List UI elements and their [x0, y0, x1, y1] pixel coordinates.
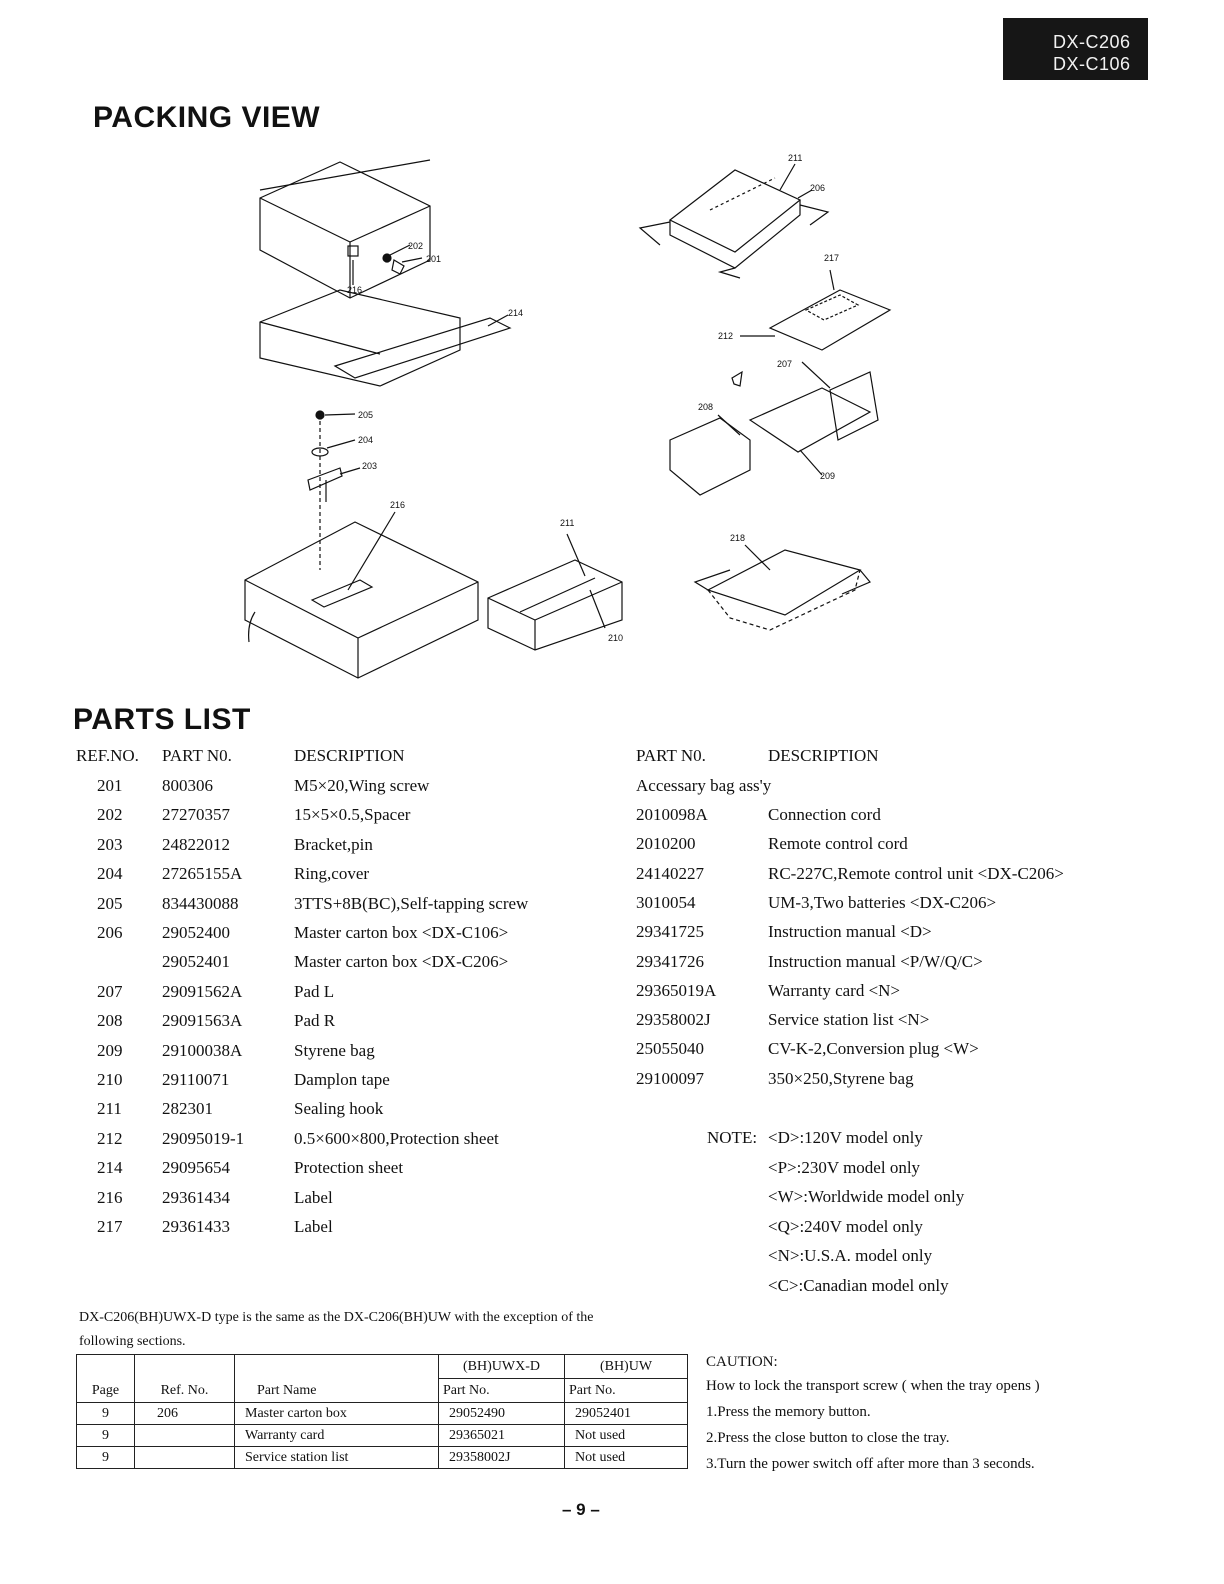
- description: Ring,cover: [294, 864, 370, 884]
- row-name: Service station list: [235, 1447, 439, 1469]
- description: 350×250,Styrene bag: [768, 1068, 914, 1088]
- leader-208: [718, 415, 740, 435]
- row-name: Warranty card: [235, 1425, 439, 1447]
- leader-214: [488, 315, 508, 326]
- page-number: – 9 –: [562, 1500, 600, 1519]
- flap-right: [800, 205, 828, 225]
- accessory-box-top: [670, 170, 800, 252]
- part-no: 29341725: [636, 922, 704, 942]
- part-no: 29358002J: [636, 1010, 711, 1030]
- col-page: Page: [77, 1355, 135, 1403]
- description: RC-227C,Remote control unit <DX-C206>: [768, 863, 1064, 883]
- note-item: <C>:Canadian model only: [768, 1275, 949, 1295]
- note-item: <P>:230V model only: [768, 1157, 921, 1177]
- part-no: 25055040: [636, 1039, 704, 1059]
- callout-212: 212: [718, 331, 734, 341]
- note-item: <W>:Worldwide model only: [768, 1187, 965, 1206]
- callout-201: 201: [426, 254, 442, 264]
- header-part: PART N0.: [162, 746, 232, 765]
- part-no: 29100097: [636, 1068, 704, 1088]
- damplon-tape-210: [520, 578, 595, 612]
- spacer-202: [383, 254, 391, 262]
- description: Service station list <N>: [768, 1010, 930, 1030]
- callout-205: 205: [358, 410, 374, 420]
- description: Sealing hook: [294, 1099, 384, 1119]
- callout-202: 202: [408, 241, 424, 251]
- caution-step-2: 2.Press the close button to close the tray.: [706, 1430, 950, 1446]
- row-part-uw: Not used: [565, 1425, 688, 1447]
- exception-text-2: following sections.: [79, 1334, 186, 1349]
- row-part-uw: Not used: [565, 1447, 688, 1469]
- description: Remote control cord: [768, 834, 908, 854]
- exception-table-header-1: [77, 1355, 688, 1379]
- label-216-carton: [312, 580, 372, 607]
- ref-no: 202: [97, 805, 123, 825]
- label-217: [806, 295, 858, 320]
- exception-table: [76, 1354, 688, 1469]
- description: UM-3,Two batteries <DX-C206>: [768, 892, 997, 912]
- screw-205: [316, 411, 324, 419]
- tape-line: [710, 178, 775, 210]
- part-no: 800306: [162, 776, 213, 795]
- exception-row: [77, 1447, 688, 1469]
- header-right-desc: DESCRIPTION: [768, 746, 879, 765]
- ref-no: 217: [97, 1217, 123, 1236]
- leader-201: [402, 258, 422, 262]
- part-no: 3010054: [636, 892, 696, 912]
- model-name-1: DX-C206: [1053, 32, 1131, 52]
- part-no: 29110071: [162, 1070, 230, 1089]
- part-no: 27270357: [162, 805, 230, 825]
- description: 15×5×0.5,Spacer: [294, 805, 411, 825]
- ref-no: 212: [97, 1128, 123, 1148]
- description: Master carton box <DX-C106>: [294, 923, 509, 942]
- note-item: <Q>:240V model only: [768, 1216, 923, 1236]
- unit-top-body: [260, 162, 430, 298]
- row-part-uwx: 29365021: [439, 1425, 565, 1447]
- unit-middle-edge: [260, 322, 380, 354]
- carton-edge: [245, 580, 478, 638]
- leader-205: [325, 414, 355, 415]
- ref-no: 214: [97, 1158, 123, 1178]
- description: Master carton box <DX-C206>: [294, 952, 509, 972]
- row-page: 9: [77, 1425, 135, 1447]
- description: Label: [294, 1217, 333, 1236]
- col-ref: Ref. No.: [135, 1355, 235, 1403]
- exception-row: [77, 1425, 688, 1447]
- note-label: NOTE:: [707, 1128, 758, 1147]
- ref-no: 211: [97, 1099, 122, 1119]
- description: Pad R: [294, 1011, 336, 1031]
- callout-209: 209: [820, 471, 836, 481]
- part-no: 29361434: [162, 1187, 230, 1207]
- pad-r-208: [670, 418, 750, 495]
- part-no: 834430088: [162, 893, 239, 913]
- row-page: 9: [77, 1403, 135, 1425]
- callout-208: 208: [698, 402, 714, 412]
- model-badge: [1003, 18, 1148, 80]
- part-no: 29052400: [162, 923, 230, 942]
- description: Label: [294, 1187, 333, 1207]
- open-box-218: [708, 550, 860, 615]
- note-item: <N>:U.S.A. model only: [768, 1246, 933, 1265]
- accessory-bag-label: Accessary bag ass'y: [636, 776, 772, 795]
- part-no: 29100038A: [162, 1040, 243, 1060]
- accessory-box-side: [670, 200, 800, 268]
- callout-206: 206: [810, 183, 826, 193]
- row-name: Master carton box: [235, 1403, 439, 1425]
- small-box-edge: [488, 582, 622, 620]
- description: Pad L: [294, 981, 335, 1001]
- sub-partno-2: Part No.: [565, 1379, 688, 1403]
- header-desc: DESCRIPTION: [294, 746, 405, 765]
- description: 0.5×600×800,Protection sheet: [294, 1128, 499, 1148]
- leader-210: [590, 590, 605, 628]
- callout-217: 217: [824, 253, 840, 263]
- sub-partno-1: Part No.: [439, 1379, 565, 1403]
- styrene-bag-209: [750, 388, 870, 452]
- ref-no: 204: [97, 864, 123, 884]
- callout-204: 204: [358, 435, 374, 445]
- callout-216b: 216: [390, 500, 406, 510]
- leader-218: [745, 545, 770, 570]
- flap-bottom: [720, 268, 740, 278]
- part-no: 29361433: [162, 1217, 230, 1236]
- part-no: 29091562A: [162, 981, 243, 1001]
- open-box-dashed: [708, 570, 860, 630]
- ref-no: 203: [97, 834, 123, 854]
- packing-view-title: PACKING VIEW: [93, 101, 321, 134]
- part-no: 29365019A: [636, 980, 717, 1000]
- ref-no: 207: [97, 981, 123, 1001]
- description: Connection cord: [768, 805, 881, 824]
- col-part-name: Part Name: [235, 1355, 439, 1403]
- ref-no: 206: [97, 923, 123, 942]
- strap: [249, 612, 255, 642]
- leader-209: [800, 450, 822, 475]
- leader-211b: [567, 534, 585, 576]
- caution-intro: How to lock the transport screw ( when the tray opens ): [706, 1378, 1040, 1394]
- group-uwx: (BH)UWX-D: [439, 1355, 565, 1379]
- description: Instruction manual <P/W/Q/C>: [768, 951, 983, 971]
- ref-no: 208: [97, 1011, 123, 1031]
- leader-202: [390, 245, 410, 255]
- callout-207: 207: [777, 359, 793, 369]
- header-right-part: PART N0.: [636, 746, 706, 765]
- description: Warranty card <N>: [768, 980, 901, 1000]
- row-ref: 206: [135, 1403, 235, 1425]
- group-uw: (BH)UW: [565, 1355, 688, 1379]
- row-ref: [135, 1425, 235, 1447]
- description: M5×20,Wing screw: [294, 776, 430, 795]
- description: Instruction manual <D>: [768, 922, 932, 942]
- description: Protection sheet: [294, 1158, 404, 1178]
- description: 3TTS+8B(BC),Self-tapping screw: [294, 893, 529, 913]
- row-part-uwx: 29358002J: [439, 1447, 565, 1469]
- header-ref: REF.NO.: [76, 746, 139, 765]
- parts-list-title: PARTS LIST: [73, 703, 251, 736]
- leader-207: [802, 362, 830, 388]
- part-no: 29091563A: [162, 1011, 243, 1031]
- description: Bracket,pin: [294, 834, 373, 854]
- callout-211a: 211: [788, 153, 803, 163]
- master-carton: [245, 522, 478, 678]
- row-part-uwx: 29052490: [439, 1403, 565, 1425]
- flap-left: [640, 222, 670, 245]
- ref-no: 209: [97, 1040, 123, 1060]
- note-item: <D>:120V model only: [768, 1128, 923, 1147]
- ref-no: 210: [97, 1070, 123, 1089]
- caution-step-1: 1.Press the memory button.: [706, 1404, 871, 1420]
- row-ref: [135, 1447, 235, 1469]
- packing-view-illustration: [230, 150, 910, 690]
- description: Damplon tape: [294, 1070, 390, 1089]
- description: Styrene bag: [294, 1040, 375, 1060]
- exception-row: [77, 1403, 688, 1425]
- part-no: 2010200: [636, 834, 696, 854]
- tray-214: [335, 318, 510, 378]
- caution-title: CAUTION:: [706, 1354, 778, 1370]
- part-no: 282301: [162, 1099, 213, 1119]
- open-flap-right: [842, 570, 870, 594]
- part-no: 29095019-1: [162, 1128, 245, 1148]
- description: CV-K-2,Conversion plug <W>: [768, 1039, 979, 1059]
- row-part-uw: 29052401: [565, 1403, 688, 1425]
- leader-211a: [780, 164, 795, 190]
- part-no: 29052401: [162, 952, 230, 972]
- callout-214: 214: [508, 308, 524, 318]
- unit-top-edge: [260, 198, 430, 242]
- callout-216a: 216: [347, 285, 363, 295]
- callout-203: 203: [362, 461, 378, 471]
- ref-no: 205: [97, 893, 123, 913]
- part-no: 27265155A: [162, 864, 243, 884]
- exception-text-1: DX-C206(BH)UWX-D type is the same as the DX-C206(BH)UW with the exception of the: [79, 1310, 594, 1325]
- ref-no: 201: [97, 776, 123, 795]
- assembly-arrow: [732, 372, 742, 386]
- leader-217: [830, 270, 834, 290]
- callout-210: 210: [608, 633, 624, 643]
- callout-218: 218: [730, 533, 746, 543]
- small-box: [488, 560, 622, 650]
- part-no: 29341726: [636, 951, 704, 971]
- leader-204: [327, 440, 355, 448]
- model-name-2: DX-C106: [1053, 54, 1131, 74]
- part-no: 2010098A: [636, 805, 708, 824]
- bracket-203: [308, 468, 342, 490]
- part-no: 29095654: [162, 1158, 230, 1178]
- ref-no: 216: [97, 1187, 123, 1207]
- caution-step-3: 3.Turn the power switch off after more than 3 seconds.: [706, 1456, 1035, 1472]
- leader-203: [340, 468, 360, 474]
- callout-211b: 211: [560, 518, 575, 528]
- row-page: 9: [77, 1447, 135, 1469]
- part-no: 24822012: [162, 834, 230, 854]
- part-no: 24140227: [636, 863, 704, 883]
- leader-216b: [348, 512, 395, 590]
- unit-middle-body: [260, 290, 460, 386]
